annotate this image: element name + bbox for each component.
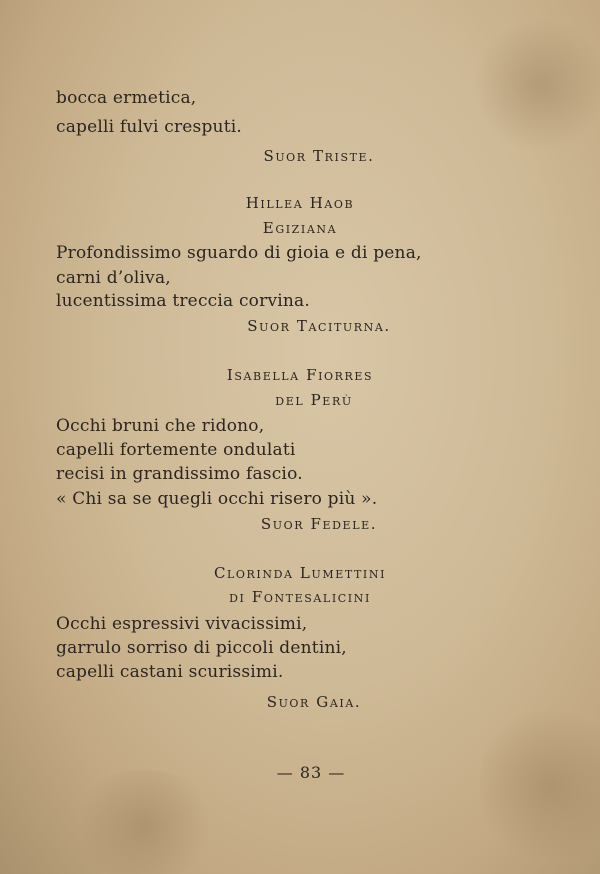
signature: Suor Gaia. bbox=[266, 693, 362, 711]
verse-line: capelli fulvi cresputi. bbox=[56, 117, 242, 137]
foxing-stain bbox=[70, 770, 220, 874]
verse-line: « Chi sa se quegli occhi risero più ». bbox=[56, 489, 378, 509]
verse-line: bocca ermetica, bbox=[56, 88, 197, 108]
signature: Suor Triste. bbox=[263, 147, 375, 165]
foxing-stain bbox=[470, 20, 600, 150]
entry-origin: di Fontesalicini bbox=[229, 588, 371, 606]
signature: Suor Fedele. bbox=[260, 515, 378, 533]
signature: Suor Taciturna. bbox=[247, 317, 391, 335]
verse-line: garrulo sorriso di piccoli dentini, bbox=[56, 638, 347, 658]
verse-line: Occhi espressivi vivacissimi, bbox=[56, 614, 308, 634]
verse-line: capelli fortemente ondulati bbox=[56, 440, 296, 460]
verse-line: carni d’oliva, bbox=[56, 268, 171, 288]
entry-origin: del Perù bbox=[275, 391, 353, 409]
verse-line: capelli castani scurissimi. bbox=[56, 662, 284, 682]
entry-name: Hillea Haob bbox=[245, 194, 355, 212]
verse-line: lucentissima treccia corvina. bbox=[56, 291, 310, 311]
verse-line: recisi in grandissimo fascio. bbox=[56, 464, 303, 484]
verse-line: Occhi bruni che ridono, bbox=[56, 416, 265, 436]
foxing-stain bbox=[480, 700, 600, 870]
entry-name: Clorinda Lumettini bbox=[213, 564, 387, 582]
entry-name: Isabella Fiorres bbox=[226, 366, 374, 384]
page-number: — 83 — bbox=[276, 763, 346, 782]
entry-origin: Egiziana bbox=[262, 219, 338, 237]
verse-line: Profondissimo sguardo di gioia e di pena, bbox=[56, 243, 422, 263]
